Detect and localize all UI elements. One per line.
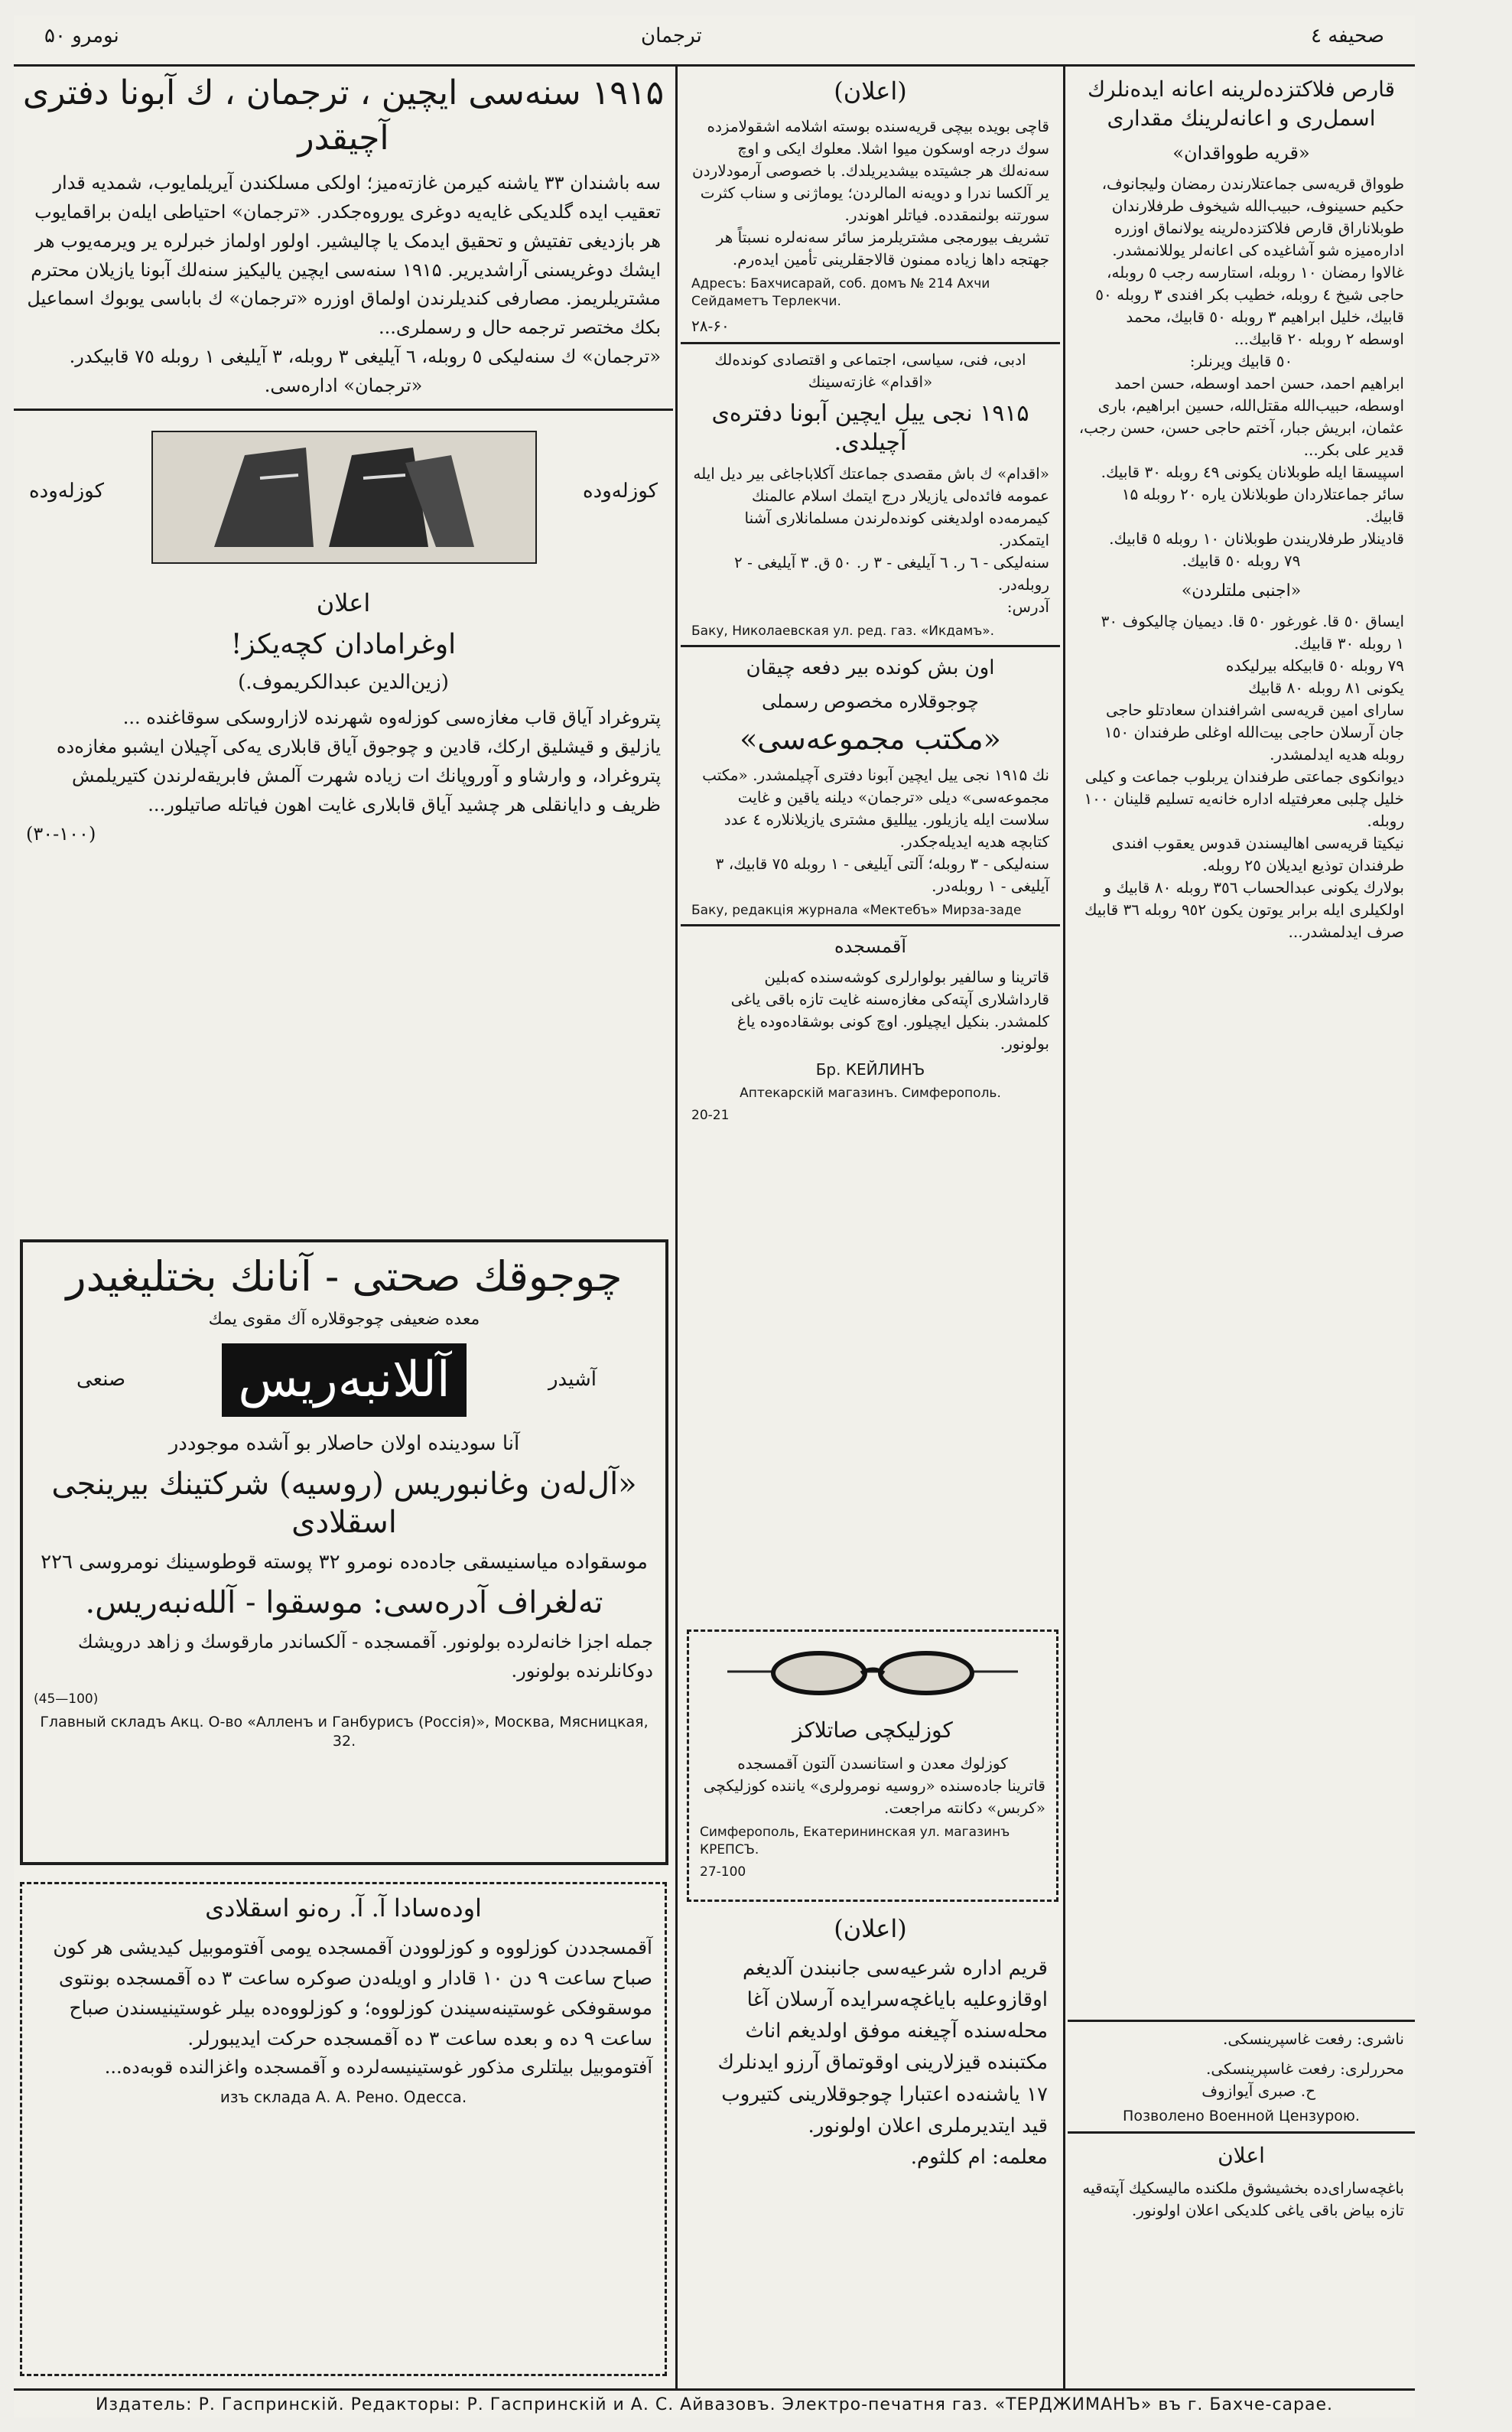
ad7-ru-name: Бр. КЕЙЛИНЪ (815, 1060, 925, 1079)
ad-body: یازلیق و قیشلیق ارکك، قادین و چوجوق آیاق قابلاری یه‌کی آچیلان ایشبو مغازه‌ده پتروغراد، و وارشاو و آوروپانك ات زیاده شهرت آلمش فابریقه‌لرندن کتیریلمش ظریف و دایانقلی هر چشید آیاق قابلاری غایت اهون فیاتله صاتیلور... (56, 736, 661, 816)
page-footer: Издатель: Р. Гаспринскій. Редакторы: Р. Гаспринскій и А. С. Айвазовъ. Электро-печатня газ. «ТЕРДЖИМАНЪ» въ г. Бахче-сарае. (14, 2388, 1415, 2424)
ad6-title: «مکتب مجموعه‌سی» (740, 722, 1001, 757)
donations-body-9: سارای امین قریه‌سی اشرافندان سعادتلو حاجی جان آرسلان حاجی بیت‌الله اوغلی طرفندان ١٥٠ روبله هدیه ایدلمشدر. (1104, 700, 1404, 763)
donations-body-4: ابراهیم احمد، حسن احمد اوسطه، حسن احمد اوسطه، حبیب‌الله مقتل‌الله، حسین ابراهیم، باری عثمان، ابریش جبار، آختم حاجی حسن، حسن رجب، قدیر علی بکر... (1078, 373, 1404, 459)
ad8-code: 27-100 (700, 1864, 746, 1880)
ad7-ru: Аптекарскій магазинъ. Симферополь. (740, 1086, 1001, 1102)
boots-illustration (151, 431, 537, 564)
ad2-word-left: صنعی (76, 1367, 126, 1391)
donations-total-3: ٧٩ روبله ٥٠ قابیكله بیرلیکده (1225, 656, 1404, 675)
ad3-note: آفتوموبیل بیلتلری مذکور غوستینیسه‌لرده و آقمسجده واغزالنده قوبه‌ده... (104, 2056, 652, 2079)
ad-address: پتروغراد آیاق قاب مغازه‌سی کوزله‌وه شهرنده لازاروسکی سوقاغنده ... (122, 707, 661, 729)
right-ad-body: باغچه‌سارای‌ده بخشیشوق ملکنده ماليسکیك آپته‌قیه تازه بیاض باقی یاغی کلدیکی اعلان اولونور. (1082, 2179, 1404, 2220)
ad9-body: قریم اداره شرعیه‌سی جانبندن آلدیغم اوقازوعلیه بایاغچه‌سرایده آرسلان آغا محله‌سنده آچیغنه موفق اولدیغم اناث مکتبنده قیزلارینی اوقوتماق آرزو ایدنلرك ١٧ یاشنه‌ده اعتبارا چوجوقلارینی کتیروب قید ایتدیرملری اعلان اولونور. (717, 1957, 1048, 2137)
ad5-address-label: آدرس: (1006, 597, 1049, 617)
ad5-title: ۱۹۱۵ نجی ییل ایچین آبونا دفتره‌ی آچیلدی. (711, 400, 1029, 456)
ad3-title: اوده‌سادا آ. آ. ره‌نو اسقلادی (205, 1893, 482, 1922)
subscription-heading: ۱۹۱۵ سنه‌سی ایچین ، ترجمان ، ك آبونا دفتری آچیقدر (22, 73, 665, 158)
section-divider (681, 645, 1060, 647)
brand-emblem: آللانبه‌ریس (222, 1343, 467, 1417)
ad4-body2: تشریف بیورمجی مشتریلرمز سائر سه‌نه‌لره نسبتاً هر جهتجه داها زیاده ممنون قالاجقلرینی تأمین ایده‌رم. (716, 228, 1049, 269)
donations-body-2: غالاوا رمضان ١٠ روبله، استارسه رجب ٥ روبله، حاجی شیخ ٤ روبله، خطیب بکر افندی ٣ روبله ٥٠ قابیك، خلیل ابراهیم ٣ روبله ٥٠ قابیك، محمد اوسطه ٢ روبله ٢٠ قابیك... (1095, 262, 1404, 348)
subscription-prices: «ترجمان» ك سنه‌لیکی ٥ روبله، ٦ آیلیغی ٣ روبله، ٣ آیلیغی ١ روبله ٧٥ قابیکدر. (69, 346, 661, 368)
donations-body-11: نیکیتا قریه‌سی اهالیسندن قدوس یعقوب افندی طرفندان توذیع ایدیلان ٢٥ روبله. (1111, 833, 1404, 874)
ad7-head: آقمسجده (834, 935, 907, 957)
ad4-title: (اعلان) (834, 77, 907, 106)
ad6-head: اون بش کونده بیر دفعه چیقان (746, 656, 995, 679)
ad6-body: نك ۱۹۱۵ نجی ییل ایچین آبونا دفتری آچیلمشدر. «مکتب مجموعه‌سی» دیلی «ترجمان» دیلنه یاقین و غایت سلاست ایله یازیلور. ییللیق مشتری یازیلانلاره ٤ عدد کتابچه هدیه ایدیله‌جکدر. (702, 765, 1049, 851)
ad-caption-left: کوزله‌وده (29, 480, 104, 503)
ad-caption-right: کوزله‌وده (583, 480, 658, 503)
masthead-name: ترجمان (641, 24, 702, 47)
donations-sub: «قریه طوواقدان» (1172, 142, 1310, 164)
section-divider (681, 924, 1060, 926)
page-header (14, 15, 1415, 67)
ad3-ru: изъ склада А. А. Рено. Одесса. (219, 2088, 467, 2107)
column-rule (1063, 64, 1065, 2390)
ad-name: (زین‌الدین عبدالکریموف.) (238, 671, 449, 695)
school-ad (681, 1905, 1060, 2173)
ad4-address: Адресъ: Бахчисарай, соб. домъ № 214 Ахчи Сейдаметъ Терлекчи. (691, 276, 990, 310)
ad2-telegram: ته‌لغراف آدره‌سی: موسقوا - آلله‌نبه‌ریس. (85, 1584, 603, 1620)
page-sheet (14, 15, 1415, 2417)
ad4-code: ۲۸-۶۰ (691, 317, 730, 336)
donations-body-1: طوواق قریه‌سی جماعتلارندن رمضان ولیجانوف، حکیم حسینوف، حبیب‌الله شیخوف طرفلارندان طوبلاناراق قارص فلاکتزده‌لرینه یولانماق اوزره اداره‌میزه شو آشاغیده کی اعانه‌لر یوللانمشدر. (1101, 174, 1404, 259)
ad2-brand-row (23, 1339, 665, 1423)
ad5-prices: سنه‌لیکی - ٦ ر. ٦ آیلیغی - ٣ ر. ٥٠ ق. ٣ آیلیغی - ٢ روبله‌در. (733, 553, 1049, 594)
shoe-ad-header (14, 418, 673, 579)
ad2-company: «آل‌له‌ن وغانبوریس (روسیه) شرکتینك بیرینجی اسقلادی (51, 1466, 637, 1540)
ad6-sub: چوجوقلاره مخصوص رسملی (762, 691, 979, 713)
ad-code: (۳۰-۱۰۰) (26, 822, 96, 845)
publisher-label: ناشری: (1357, 2030, 1404, 2048)
editors-label: محررلری: (1340, 2059, 1404, 2078)
ad5-head: ادبی، فنی، سیاسی، اجتماعی و اقتصادی کونده‌لك «اقدام» غازته‌سینك (714, 350, 1026, 392)
right-ad-title: اعلان (1218, 2142, 1265, 2168)
ad5-body: «اقدام» ك باش مقصدی جماعتك آکلاباجاغی بیر دیل ایله عمومه فائده‌لی یازیلار درج ایتمك اسلام عالمنك کیمرمه‌ده اولدیغنی کونده‌لرندن مسلمانلاری آشنا ایتمکدر. (693, 464, 1049, 550)
section-divider (1068, 2131, 1415, 2134)
ad8-body: کوزلوك معدن و استانسدن آلتون آقمسجده (737, 1753, 1008, 1773)
ad2-ru: Главный складъ Акц. О-во «Алленъ и Ганбурисъ (Россія)», Москва, Мясницкая, 32. (40, 1713, 649, 1750)
ad2-note: جمله اجزا خانه‌لرده بولونور. آقمسجده - آلکساندر مارقوسك و زاهد درویشك دوکانلرنده بولونور. (77, 1630, 653, 1682)
ad7-body: قاترینا و سالفیر بولوارلری کوشه‌سنده که‌بلین قارداشلاری آپته‌کی مغازه‌سنه غایت تازه باقی یاغی کلمشدر. بنکیل ایچیلور. اوچ کونی بوشقاده‌وده یاغ بولونور. (730, 968, 1049, 1053)
editor-1: رفعت غاسپرینسکی. (1206, 2059, 1335, 2078)
ad-headline: اوغرامادان کچه‌یکز! (230, 629, 457, 661)
ad7-code: 20-21 (691, 1108, 730, 1124)
ad8-text: قاترینا جاده‌سنده «روسیه نومرولری» یاننده کوزلیکچی «کربس» دکانته مراجعت. (703, 1776, 1045, 1817)
ad2-sub: معده ضعیفی چوجوقلاره آك مقوی یمك (208, 1310, 480, 1330)
subscription-sign: «ترجمان» اداره‌سی. (264, 375, 423, 397)
donations-body-5: اسپیسقا ایله طوبلانان یکونی ٤٩ روبله ٣٠ قابیك. (1101, 462, 1404, 481)
donations-body-6: سائر جماعتلاردان طوبلانلان یاره ۲۰ روبله ۱۵ قابیك. (1121, 484, 1404, 526)
ad9-sign: معلمه: ام کلثوم. (910, 2145, 1048, 2169)
autobus-ad (20, 1882, 667, 2376)
donations-body-10: دیوانکوی جماعتی طرفندان یربلوب جماعت و کیلی خلیل چلبی معرفتیله اداره خانه‌یه تسلیم قلینان ١٠٠ روبله. (1084, 767, 1404, 830)
donations-body-3: ٥٠ قابیك ویرنلر: (1189, 351, 1293, 370)
ad6-prices: سنه‌لیکی - ٣ روبله؛ آلتی آیلیغی - ١ روبله ٧٥ قابیك، ٣ آیلیغی - ١ روبله‌در. (715, 854, 1049, 895)
ad2-line1: آنا سودینده اولان حاصلار بو آشده موجوددر (168, 1431, 520, 1455)
donations-body-7: قادینلار طرفلاریندن طوبلانان ١٠ روبله ٥ قابیك. (1109, 529, 1404, 548)
ad2-word-right: آشیدر (548, 1367, 597, 1391)
baby-food-ad (20, 1239, 668, 1865)
ad-title: اعلان (316, 588, 371, 618)
ad2-ru-code: (45—100) (34, 1691, 99, 1707)
donations-body-12: بولارك یکونی عبدالحساب ٣٥٦ روبله ٨٠ قابیك و اولکیلری ایله برابر یوتون یکون ۹٥۲ روبله ٣٦ قابیك صرف ایدلمشدر... (1084, 877, 1404, 941)
page-number: صحیفه ٤ (1310, 24, 1384, 47)
donations-body-8: ایساق ٥٠ قا. غورغور ٥٠ قا. دیمیان چالیکوف ٣٠ (1101, 611, 1404, 630)
donations-title: قارص فلاکتزده‌لرینه اعانه ایده‌نلرك اسمل‌ری و اعانه‌لرینك مقداری (1087, 77, 1396, 131)
imprint-box (1068, 2020, 1415, 2222)
editor-2: ح. صبری آیوازوف (1201, 2082, 1315, 2100)
eyeglasses-icon (727, 1642, 1018, 1704)
boots-icon (153, 432, 535, 562)
ad6-ru: Баку, редакція журнала «Мектебъ» Мирза-заде (691, 902, 1022, 918)
section-divider (14, 409, 673, 411)
donations-total-2: ١ روبله ٣٠ قابیك. (1293, 633, 1404, 653)
optician-ad (687, 1629, 1058, 1902)
donations-total-1: ٧٩ روبله ٥٠ قابیك. (1182, 551, 1301, 570)
section-divider (681, 342, 1060, 344)
publisher-name: رفعت غاسپرینسکی. (1223, 2030, 1352, 2048)
subscription-text: سه باشندان ۳۳ یاشنه کیرمن غازته‌میز؛ اولکی مسلکندن آیریلمایوب، شمدیه قدار تعقیب ایده گلدیکی غایه‌یه دوغری یوروه‌جکدر. «ترجمان» احتیاطی ایله‌ن براقمایوب هر بازدیغی تفتیش و تحقیق ایدمک یا چالیشیر. اولور اولماز خبرلره یر ویرمه‌یوب هر ایشك دوغریسنی آراشدیریر. ۱۹۱۵ سنه‌سی ایچین یالیکیز سنه‌لك آبونا یازیلان محترم مشتریلریمز. مصارفی کندیلرندن اولماق اوزره «ترجمان» ك باباسی یوبوك اسماعیل بکك مختصر ترجمه حال و رسملری... (27, 171, 661, 339)
ad9-title: (اعلان) (834, 1914, 907, 1943)
section-divider (1068, 2020, 1415, 2022)
column-rule (675, 64, 678, 2390)
issue-number: نومرو ۵۰ (44, 24, 119, 47)
donations-grand-total: یکونی ٨١ روبله ٨٠ قابیك (1248, 678, 1404, 697)
censor-note: Позволено Военной Цензурою. (1123, 2108, 1360, 2124)
ad4-body: قاچی بویده بیچی قریه‌سنده بوسته اشلامه اشقولامزده سوك درجه اوسکون میوا اشلا. معلوك ایکی و اوچ سه‌نه‌لك هر جشیتده بیشدیریلدك. با خصوصی آرمودلاردن یر آلکسا ندرا و دویه‌نه المالردن؛ یوماژنی و سناب کثرت سورتنه بولنمقدده. فیاتلر اهوندر. (692, 117, 1049, 225)
donations-sub-2: «اجنبی ملتلردن» (1181, 581, 1302, 601)
ad2-address: موسقواده میاسنیسقی جاده‌ده نومرو ٣٢ پوسته قوطوسینك نومروسی ٢٢٦ (41, 1550, 648, 1574)
ad8-title: کوزلیکچی صاتلاکز (792, 1717, 953, 1743)
ad3-body: آقمسجددن کوزلووه و کوزلوودن آقمسجده یومی آفتوموبیل کیدیشی هر کون صباح ساعت ٩ دن ١٠ قادار و اویله‌دن صوکره ساعت ٣ ده آقمسجده بونتوی موسقوفکی غوستینه‌سیندن کوزلووه؛ و کوزلووه‌ده بیلر غوستینیسندن صباح ساعت ٩ ده و بعده ساعت ٣ ده آقمسجده حرکت ایدیبورلر. (53, 1936, 652, 2049)
ad2-headline: چوجوقك صحتی - آنانك بختلیغیدر (66, 1252, 623, 1301)
ad5-ru: Баку, Николаевская ул. ред. газ. «Икдамъ». (691, 623, 995, 640)
ad8-ru: Симферополь, Екатерининская ул. магазинъ КРЕПСЪ. (700, 1824, 1010, 1857)
